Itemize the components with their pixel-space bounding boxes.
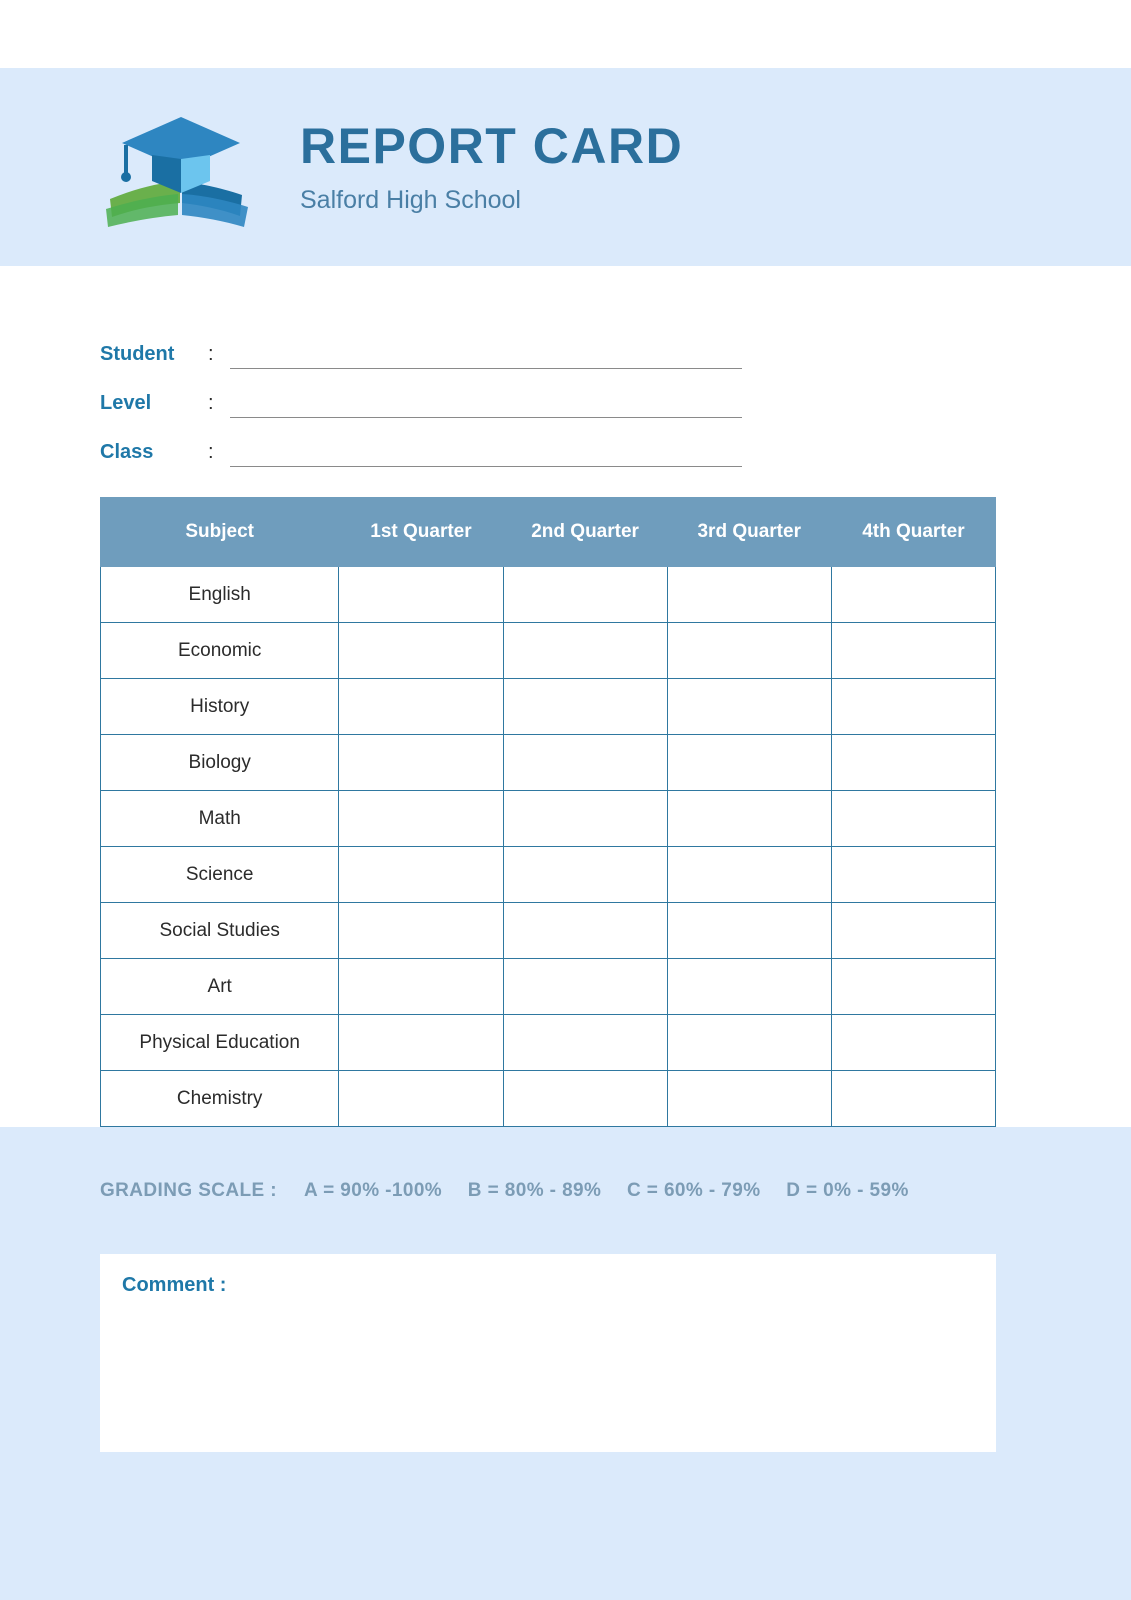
table-row (101, 959, 996, 1015)
header-band (0, 68, 1131, 266)
grade-cell-q2[interactable] (503, 791, 667, 847)
comment-box[interactable] (100, 1254, 996, 1452)
level-label: Level (100, 392, 152, 414)
grade-cell-q4[interactable] (831, 903, 995, 959)
grade-cell-q2[interactable] (503, 1015, 667, 1071)
grading-scale-label: GRADING SCALE : (100, 1180, 277, 1201)
level-row (100, 369, 800, 418)
grade-cell-q2[interactable] (503, 1071, 667, 1127)
grading-scale-item-c: C = 60% - 79% (626, 1180, 761, 1201)
table-row (101, 847, 996, 903)
grade-cell-q4[interactable] (831, 1015, 995, 1071)
student-name-input[interactable] (230, 342, 742, 369)
grade-cell-q4[interactable] (831, 735, 995, 791)
class-label: Class (100, 441, 154, 463)
grade-cell-q1[interactable] (339, 1071, 503, 1127)
grade-cell-q3[interactable] (667, 679, 831, 735)
table-row (101, 903, 996, 959)
grade-cell-q1[interactable] (339, 623, 503, 679)
grade-cell-q1[interactable] (339, 1015, 503, 1071)
table-row (101, 679, 996, 735)
class-colon: : (208, 441, 214, 463)
title-block (300, 119, 683, 215)
grade-cell-q3[interactable] (667, 623, 831, 679)
subject-cell: Social Studies (101, 903, 339, 959)
column-header-q4: 4th Quarter (831, 498, 995, 567)
grade-cell-q2[interactable] (503, 903, 667, 959)
class-row (100, 418, 800, 467)
student-name-colon: : (208, 343, 214, 365)
grade-cell-q1[interactable] (339, 903, 503, 959)
table-row (101, 791, 996, 847)
subject-cell: English (101, 567, 339, 623)
grade-cell-q1[interactable] (339, 791, 503, 847)
subject-cell: History (101, 679, 339, 735)
grade-cell-q4[interactable] (831, 791, 995, 847)
grade-cell-q1[interactable] (339, 735, 503, 791)
grade-cell-q3[interactable] (667, 903, 831, 959)
subject-cell: Art (101, 959, 339, 1015)
table-row (101, 1015, 996, 1071)
grade-cell-q1[interactable] (339, 959, 503, 1015)
grade-cell-q4[interactable] (831, 959, 995, 1015)
student-info (100, 320, 800, 467)
graduation-cap-book-logo-icon (92, 97, 262, 237)
grade-cell-q3[interactable] (667, 735, 831, 791)
grade-cell-q4[interactable] (831, 1071, 995, 1127)
grade-cell-q2[interactable] (503, 679, 667, 735)
subject-cell: Chemistry (101, 1071, 339, 1127)
grade-cell-q3[interactable] (667, 847, 831, 903)
grade-cell-q3[interactable] (667, 791, 831, 847)
student-name-label: Student (100, 343, 175, 365)
grading-scale-item-a: A = 90% -100% (303, 1180, 443, 1201)
grade-cell-q2[interactable] (503, 959, 667, 1015)
column-header-q2: 2nd Quarter (503, 498, 667, 567)
grade-cell-q3[interactable] (667, 1015, 831, 1071)
subject-cell: Biology (101, 735, 339, 791)
grade-cell-q2[interactable] (503, 847, 667, 903)
grading-scale-item-b: B = 80% - 89% (467, 1180, 602, 1201)
subject-cell: Economic (101, 623, 339, 679)
grade-cell-q2[interactable] (503, 735, 667, 791)
subject-cell: Math (101, 791, 339, 847)
grades-table (100, 497, 996, 1127)
comment-label: Comment : (122, 1274, 227, 1296)
school-logo (92, 97, 262, 237)
level-input[interactable] (230, 391, 742, 418)
column-header-q3: 3rd Quarter (667, 498, 831, 567)
grade-cell-q3[interactable] (667, 959, 831, 1015)
grade-cell-q4[interactable] (831, 847, 995, 903)
column-header-subject: Subject (101, 498, 339, 567)
grade-cell-q4[interactable] (831, 567, 995, 623)
grade-cell-q1[interactable] (339, 847, 503, 903)
column-header-q1: 1st Quarter (339, 498, 503, 567)
table-row (101, 623, 996, 679)
school-name: Salford High School (300, 186, 521, 214)
table-row (101, 735, 996, 791)
grade-cell-q1[interactable] (339, 567, 503, 623)
grading-scale-item-d: D = 0% - 59% (786, 1180, 909, 1201)
grade-cell-q3[interactable] (667, 567, 831, 623)
grade-cell-q2[interactable] (503, 567, 667, 623)
subject-cell: Science (101, 847, 339, 903)
grade-cell-q4[interactable] (831, 623, 995, 679)
table-row (101, 1071, 996, 1127)
class-input[interactable] (230, 440, 742, 467)
grading-scale (100, 1180, 929, 1202)
table-row (101, 567, 996, 623)
subject-cell: Physical Education (101, 1015, 339, 1071)
grades-table-header-row (101, 498, 996, 567)
page-title: REPORT CARD (300, 118, 684, 174)
grade-cell-q4[interactable] (831, 679, 995, 735)
grade-cell-q3[interactable] (667, 1071, 831, 1127)
grade-cell-q2[interactable] (503, 623, 667, 679)
student-name-row (100, 320, 800, 369)
level-colon: : (208, 392, 214, 414)
grade-cell-q1[interactable] (339, 679, 503, 735)
